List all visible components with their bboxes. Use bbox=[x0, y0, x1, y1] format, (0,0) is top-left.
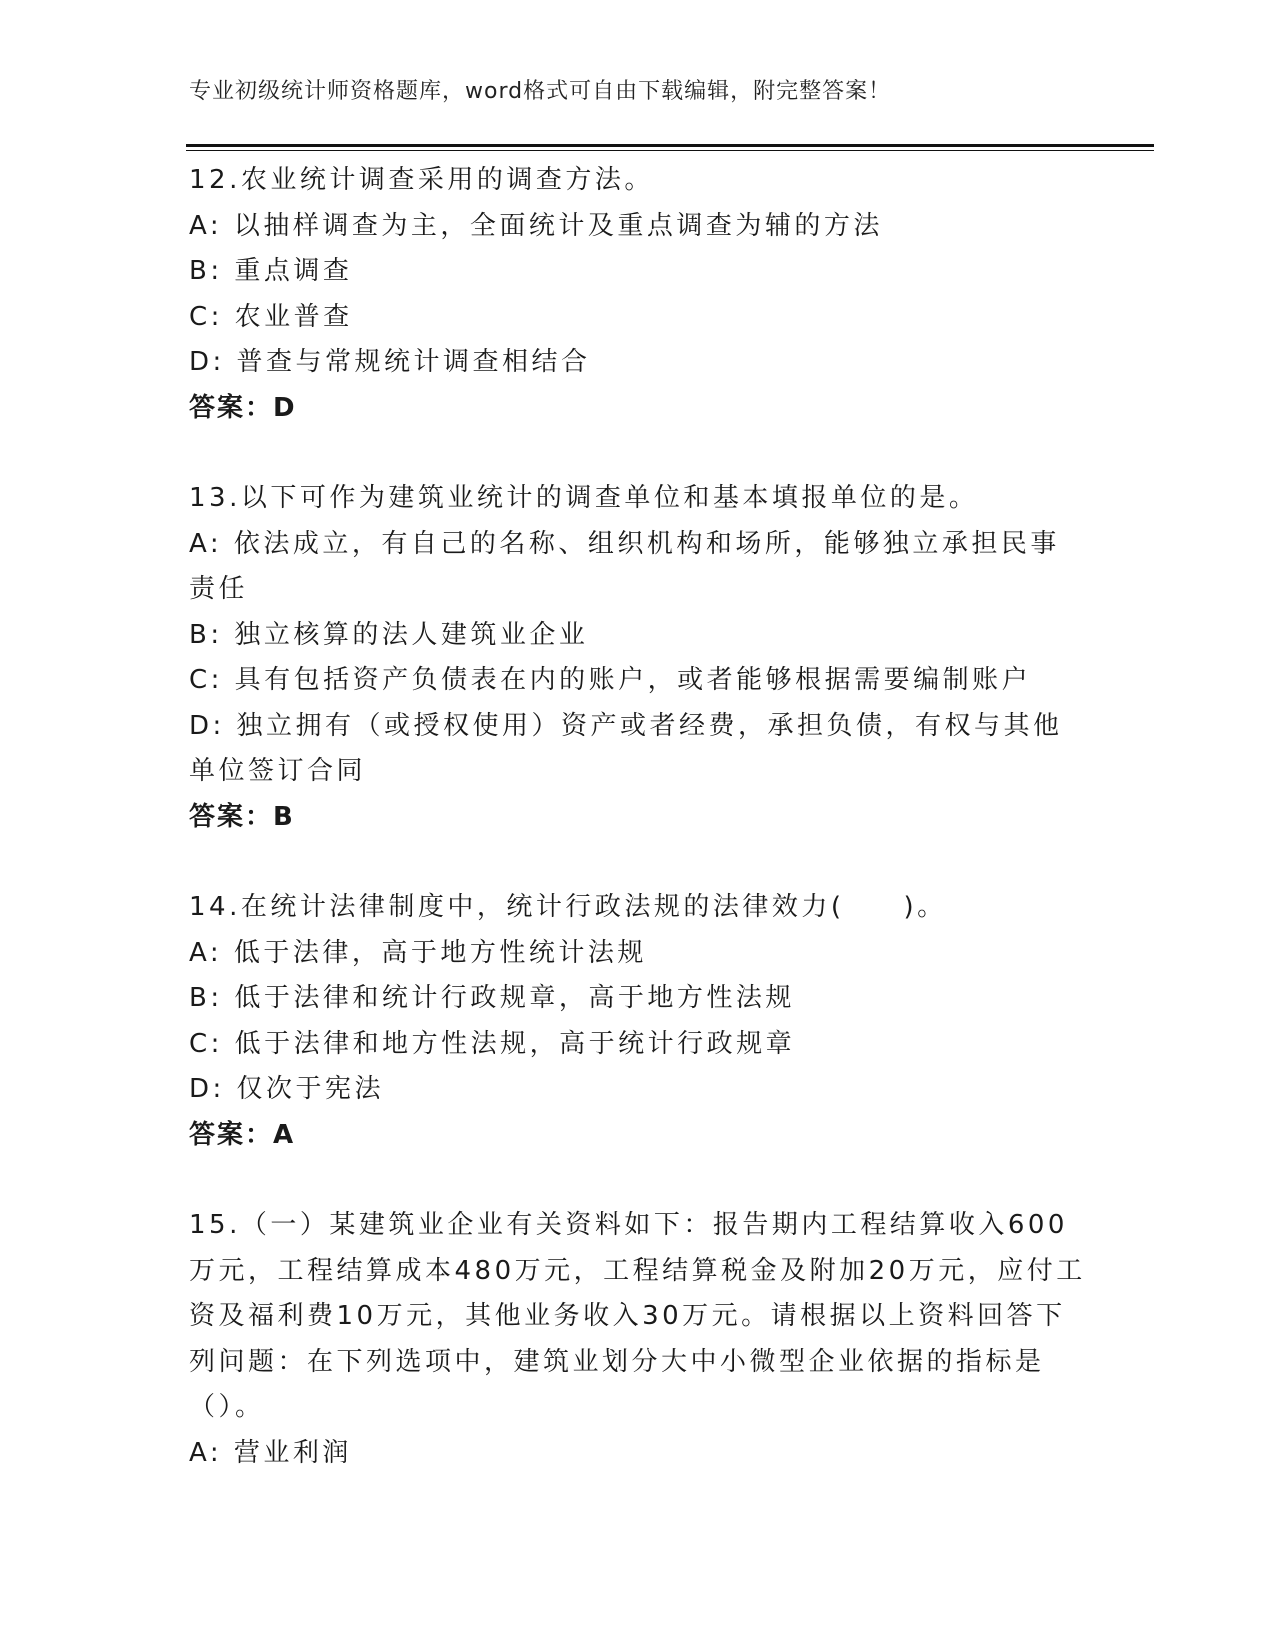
page-header: 专业初级统计师资格题库，word格式可自由下载编辑，附完整答案！ bbox=[189, 79, 892, 104]
header-rule-thin bbox=[186, 150, 1154, 151]
option-b: B: 低于法律和统计行政规章，高于地方性法规 bbox=[189, 983, 795, 1013]
option-b: B: 独立核算的法人建筑业企业 bbox=[189, 619, 589, 650]
header-rule bbox=[186, 144, 1154, 147]
question-list bbox=[189, 158, 1089, 1476]
option-b: B: 重点调查 bbox=[189, 256, 353, 286]
question-13 bbox=[189, 476, 1089, 840]
option-d: D: 仅次于宪法 bbox=[189, 1074, 385, 1104]
question-stem: 13.以下可作为建筑业统计的调查单位和基本填报单位的是。 bbox=[189, 483, 979, 513]
question-stem: 15.（一）某建筑业企业有关资料如下：报告期内工程结算收入600万元，工程结算成本480万元，工程结算税金及附加20万元，应付工资及福利费10万元，其他业务收入30万元。请根据以上资料回答下列问题：在下列选项中，建筑业划分大中小微型企业依据的指标是（）。 bbox=[189, 1210, 1086, 1422]
option-a: A: 以抽样调查为主，全面统计及重点调查为辅的方法 bbox=[189, 210, 883, 241]
option-c: C: 具有包括资产负债表在内的账户，或者能够根据需要编制账户 bbox=[189, 665, 1032, 695]
option-c: C: 农业普查 bbox=[189, 301, 353, 332]
option-c: C: 低于法律和地方性法规，高于统计行政规章 bbox=[189, 1028, 796, 1059]
question-stem: 14.在统计法律制度中，统计行政法规的法律效力( )。 bbox=[189, 892, 947, 922]
option-d: D: 独立拥有（或授权使用）资产或者经费，承担负债，有权与其他单位签订合同 bbox=[189, 710, 1063, 786]
option-a: A: 低于法律，高于地方性统计法规 bbox=[189, 937, 647, 968]
option-a: A: 依法成立，有自己的名称、组织机构和场所，能够独立承担民事责任 bbox=[189, 528, 1060, 604]
answer: 答案：A bbox=[189, 1119, 296, 1150]
option-d: D: 普查与常规统计调查相结合 bbox=[189, 347, 591, 377]
option-a: A: 营业利润 bbox=[189, 1437, 352, 1468]
question-15 bbox=[189, 1203, 1089, 1476]
question-14 bbox=[189, 885, 1089, 1158]
answer: 答案：D bbox=[189, 392, 297, 423]
question-12 bbox=[189, 158, 1089, 431]
answer: 答案：B bbox=[189, 801, 295, 832]
question-stem: 12.农业统计调查采用的调查方法。 bbox=[189, 165, 654, 195]
